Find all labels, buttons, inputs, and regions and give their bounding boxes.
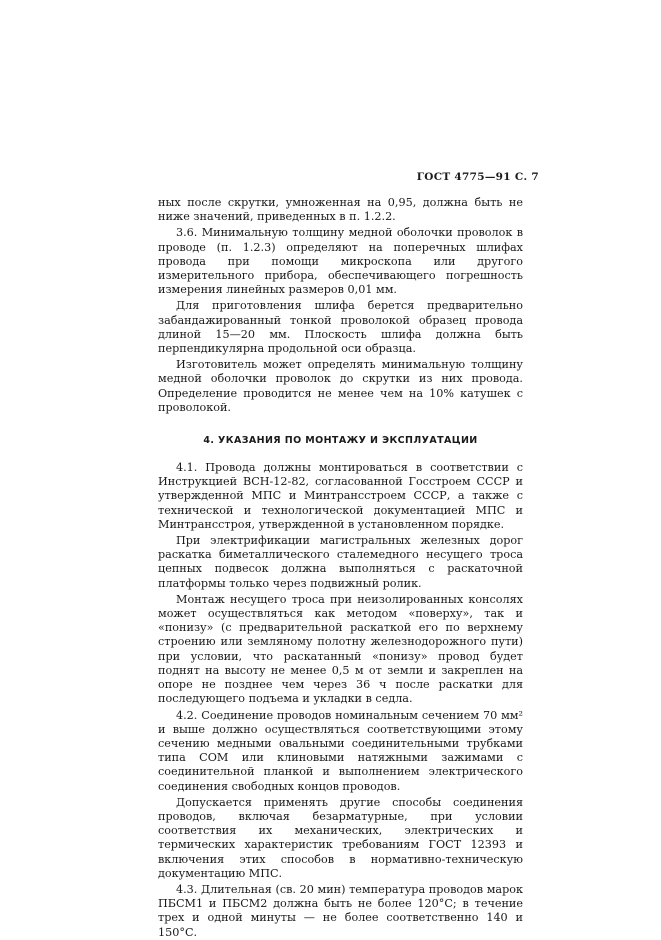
paragraph-continuation: ных после скрутки, умноженная на 0,95, должна быть не ниже значений, приведенных в п. 1.2.2. xyxy=(158,196,523,224)
paragraph-manufacturer-measurement: Изготовитель может определять минимальную толщину медной оболочки проволок до скрутки из них провода. Определение проводится не менее чем на 10% катушек с проволокой. xyxy=(158,358,523,414)
section-heading: 4. УКАЗАНИЯ ПО МОНТАЖУ И ЭКСПЛУАТАЦИИ xyxy=(203,435,478,447)
paragraph-4-1: 4.1. Провода должны монтироваться в соответствии с Инструкцией ВСН-12-82, согласованной Госстроем СССР и утвержденной МПС и Минтрансстроем СССР, а также с технической и технологической документацией МПС и Минтрансстроя, утвержденной в установленном порядке. xyxy=(158,461,523,531)
paragraph-electrification: При электрификации магистральных железных дорог раскатка биметаллического сталемедного несущего троса цепных подвесок должна выполняться с раскаточной платформы только через подвижный ролик. xyxy=(158,534,523,590)
paragraph-cable-mounting: Монтаж несущего троса при неизолированных консолях может осуществляться как методом «поверху», так и «понизу» (с предварительной раскаткой его по верхнему строению или земляному полотну железнодорожного пути) при условии, что раскатанный «понизу» провод будет поднят на высоту не менее 0,5 м от земли и закреплен на опоре не позднее чем через 36 ч после раскатки для последующего подъема и укладки в седла. xyxy=(158,592,523,706)
page-body xyxy=(158,196,523,940)
document-reference: ГОСТ 4775—91 С. 7 xyxy=(416,171,539,183)
paragraph-4-3: 4.3. Длительная (св. 20 мин) температура проводов марок ПБСМ1 и ПБСМ2 должна быть не более 120°С; в течение трех и одной минуты — не более соответственно 140 и 150°С. xyxy=(158,882,523,939)
page-header xyxy=(417,171,539,183)
paragraph-section-preparation: Для приготовления шлифа берется предварительно забандажированный тонкой проволокой образец провода длиной 15—20 мм. Плоскость шлифа должна быть перпендикулярна продольной оси образца. xyxy=(158,299,523,356)
paragraph-other-joining-methods: Допускается применять другие способы соединения проводов, включая безарматурные, при условии соответствия их механических, электрических и термических характеристик требованиям ГОСТ 12393 и включения этих способов в нормативно-техническую документацию МПС. xyxy=(158,795,523,880)
paragraph-3-6: 3.6. Минимальную толщину медной оболочки проволок в проводе (п. 1.2.3) определяют на поперечных шлифах провода при помощи микроскопа или другого измерительного прибора, обеспечивающего погрешность измерения линейных размеров 0,01 мм. xyxy=(158,226,523,297)
paragraph-4-2: 4.2. Соединение проводов номинальным сечением 70 мм² и выше должно осуществляться соответствующими этому сечению медными овальными соединительными трубками типа СОМ или клиновыми натяжными зажимами с соединительной планкой и выполнением электрического соединения свободных концов проводов. xyxy=(158,708,523,793)
